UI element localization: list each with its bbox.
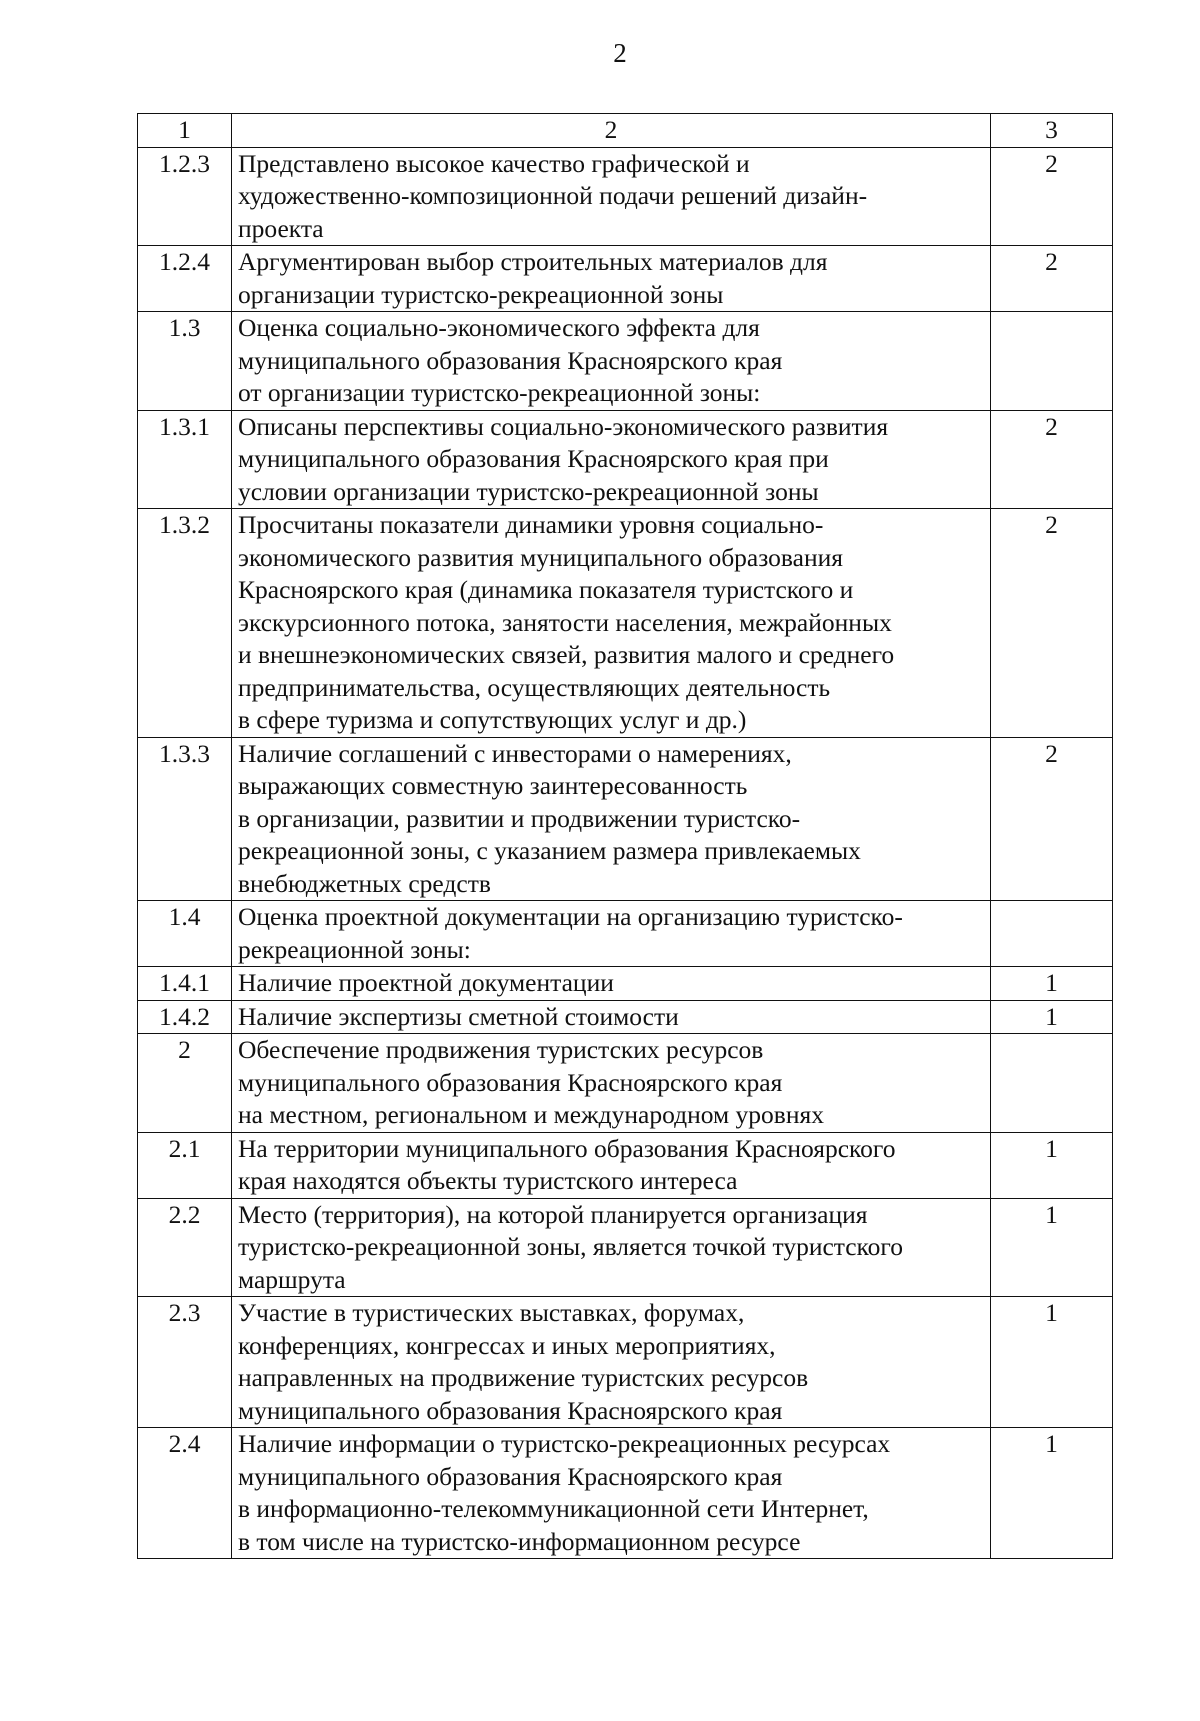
row-score-cell: 1: [991, 1297, 1113, 1428]
table-row: [138, 1000, 1113, 1034]
row-description-cell: [232, 737, 991, 901]
row-score-cell: 1: [991, 1198, 1113, 1297]
row-description-cell: [232, 1428, 991, 1559]
row-score-cell: 1: [991, 1000, 1113, 1034]
description-line: условии организации туристско-рекреационной зоны: [238, 476, 819, 506]
row-description-cell: [232, 410, 991, 509]
description-line: в сфере туризма и сопутствующих услуг и др.): [238, 705, 747, 734]
description-line: Участие в туристических выставках, форумах,: [238, 1298, 745, 1327]
description-line: туристско-рекреационной зоны, является точкой туристского: [238, 1232, 903, 1261]
description-line: Представлено высокое качество графической и: [238, 148, 750, 178]
row-number-cell: 2.2: [138, 1198, 232, 1297]
description-line: муниципального образования Красноярского края: [238, 1395, 783, 1425]
description-line: конференциях, конгрессах и иных мероприятиях,: [238, 1330, 776, 1360]
table-row: [138, 1132, 1113, 1198]
row-description-cell: [232, 1000, 991, 1034]
row-number-cell: 1.3.1: [138, 410, 232, 509]
description-line: в том числе на туристско-информационном ресурсе: [238, 1526, 801, 1556]
row-number-cell: 1.3: [138, 312, 232, 411]
description-line: проекта: [238, 213, 324, 243]
table-row: [138, 1034, 1113, 1133]
row-score-cell: [991, 1034, 1113, 1133]
row-number-cell: 1.3.3: [138, 737, 232, 901]
description-line: Наличие экспертизы сметной стоимости: [238, 1001, 679, 1031]
description-line: внебюджетных средств: [238, 868, 491, 898]
row-score-cell: 1: [991, 1428, 1113, 1559]
description-line: маршрута: [238, 1264, 346, 1294]
description-line: рекреационной зоны:: [238, 934, 471, 964]
row-number-cell: 2.3: [138, 1297, 232, 1428]
table-row: [138, 901, 1113, 967]
description-line: муниципального образования Красноярского края: [238, 1461, 783, 1491]
row-score-cell: 2: [991, 509, 1113, 738]
row-description-cell: [232, 1198, 991, 1297]
row-number-cell: 2: [138, 1034, 232, 1133]
table-row: [138, 737, 1113, 901]
row-number-cell: 1.2.3: [138, 147, 232, 246]
table-row: [138, 967, 1113, 1001]
description-line: края находятся объекты туристского интереса: [238, 1166, 738, 1195]
description-line: Наличие проектной документации: [238, 968, 614, 997]
description-line: художественно-композиционной подачи решений дизайн-: [238, 181, 868, 210]
row-number-cell: 2.4: [138, 1428, 232, 1559]
description-line: рекреационной зоны, с указанием размера привлекаемых: [238, 836, 861, 865]
row-description-cell: [232, 901, 991, 967]
description-line: в организации, развитии и продвижении туристско-: [238, 803, 801, 833]
description-line: муниципального образования Красноярского края: [238, 345, 783, 375]
row-number-cell: 2.1: [138, 1132, 232, 1198]
table-row: [138, 410, 1113, 509]
description-line: Обеспечение продвижения туристских ресурсов: [238, 1035, 764, 1064]
header-cell-description: 2: [232, 114, 991, 148]
header-cell-score: 3: [991, 114, 1113, 148]
table-row: [138, 312, 1113, 411]
criteria-table: [137, 113, 1113, 1559]
header-cell-number: 1: [138, 114, 232, 148]
row-number-cell: 1.4.1: [138, 967, 232, 1001]
row-description-cell: [232, 246, 991, 312]
table-row: [138, 246, 1113, 312]
description-line: экскурсионного потока, занятости населения, межрайонных: [238, 607, 892, 637]
table-row: [138, 509, 1113, 738]
description-line: Аргументирован выбор строительных материалов для: [238, 247, 828, 276]
row-score-cell: 1: [991, 967, 1113, 1001]
description-line: Место (территория), на которой планируется организация: [238, 1199, 868, 1229]
row-score-cell: 2: [991, 737, 1113, 901]
row-description-cell: [232, 509, 991, 738]
row-score-cell: 2: [991, 246, 1113, 312]
description-line: Оценка социально-экономического эффекта для: [238, 313, 760, 342]
description-line: Оценка проектной документации на организацию туристско-: [238, 902, 903, 931]
description-line: Просчитаны показатели динамики уровня социально-: [238, 510, 824, 539]
description-line: Наличие соглашений с инвесторами о намерениях,: [238, 738, 792, 768]
table-header-row: [138, 114, 1113, 148]
description-line: направленных на продвижение туристских ресурсов: [238, 1363, 809, 1392]
page-number: 2: [613, 38, 627, 68]
row-score-cell: [991, 312, 1113, 411]
row-description-cell: [232, 967, 991, 1001]
row-number-cell: 1.2.4: [138, 246, 232, 312]
description-line: выражающих совместную заинтересованность: [238, 771, 748, 800]
description-line: На территории муниципального образования Красноярского: [238, 1133, 896, 1163]
description-line: на местном, региональном и международном уровнях: [238, 1100, 824, 1129]
row-number-cell: 1.4: [138, 901, 232, 967]
table-row: [138, 1297, 1113, 1428]
criteria-table-body: [138, 114, 1113, 1559]
description-line: от организации туристско-рекреационной зоны:: [238, 378, 761, 407]
description-line: муниципального образования Красноярского края при: [238, 444, 829, 473]
description-line: в информационно-телекоммуникационной сети Интернет,: [238, 1494, 869, 1523]
table-row: [138, 1428, 1113, 1559]
row-score-cell: 2: [991, 147, 1113, 246]
row-description-cell: [232, 312, 991, 411]
row-description-cell: [232, 1297, 991, 1428]
row-score-cell: [991, 901, 1113, 967]
description-line: Красноярского края (динамика показателя туристского и: [238, 575, 854, 604]
description-line: предпринимательства, осуществляющих деятельность: [238, 672, 831, 702]
description-line: организации туристско-рекреационной зоны: [238, 279, 724, 309]
description-line: и внешнеэкономических связей, развития малого и среднего: [238, 640, 895, 669]
description-line: муниципального образования Красноярского края: [238, 1067, 783, 1097]
row-number-cell: 1.3.2: [138, 509, 232, 738]
table-row: [138, 147, 1113, 246]
row-description-cell: [232, 1132, 991, 1198]
row-description-cell: [232, 1034, 991, 1133]
description-line: экономического развития муниципального образования: [238, 542, 843, 572]
row-score-cell: 1: [991, 1132, 1113, 1198]
table-row: [138, 1198, 1113, 1297]
description-line: Наличие информации о туристско-рекреационных ресурсах: [238, 1429, 891, 1458]
row-number-cell: 1.4.2: [138, 1000, 232, 1034]
row-description-cell: [232, 147, 991, 246]
description-line: Описаны перспективы социально-экономического развития: [238, 411, 889, 441]
row-score-cell: 2: [991, 410, 1113, 509]
